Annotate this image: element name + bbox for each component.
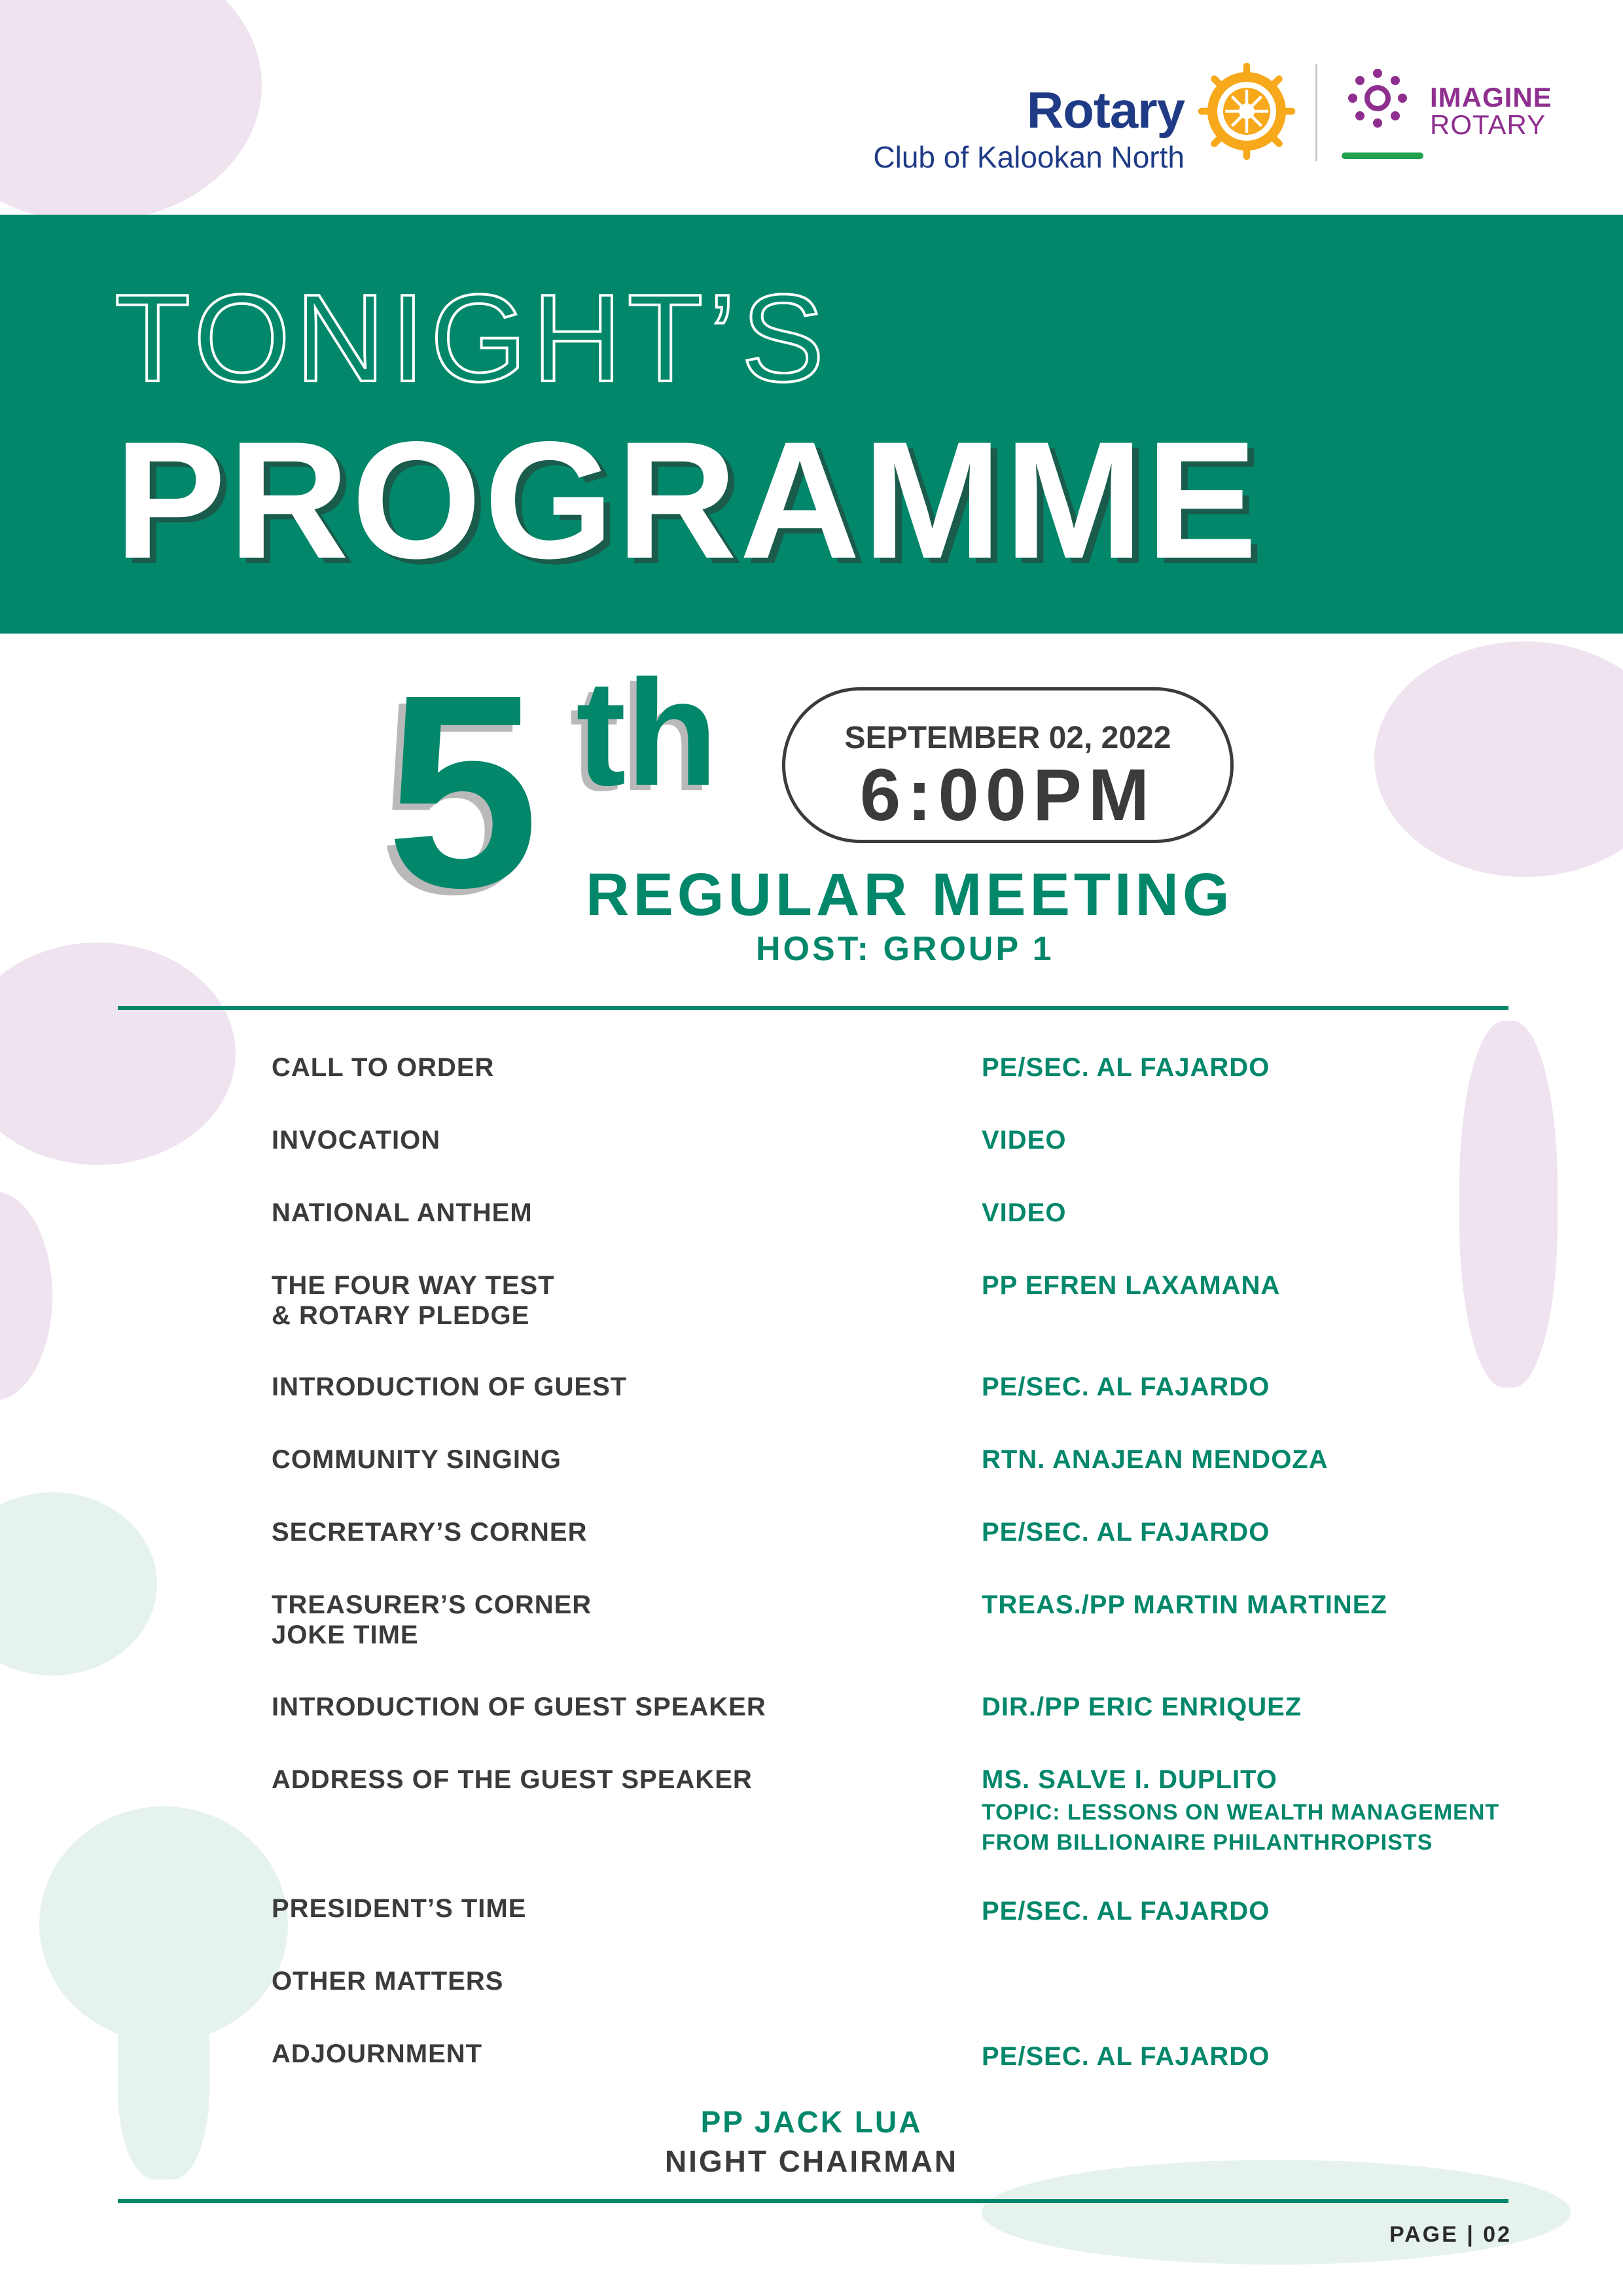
item-person: PP EFREN LAXAMANA <box>982 1271 1281 1300</box>
meeting-title: REGULAR MEETING <box>586 861 1234 928</box>
night-chairman-name: PP JACK LUA <box>700 2105 923 2139</box>
item-label: SECRETARY’S CORNER <box>272 1518 588 1547</box>
item-label: INVOCATION <box>272 1126 441 1155</box>
date-time-badge <box>782 687 1234 843</box>
item-person: PE/SEC. AL FAJARDO <box>982 1518 1270 1547</box>
meeting-number: 5 <box>386 638 539 945</box>
item-label: THE FOUR WAY TEST & ROTARY PLEDGE <box>272 1271 555 1330</box>
speaker-topic: TOPIC: LESSONS ON WEALTH MANAGEMENT FROM BILLIONAIRE PHILANTHROPISTS <box>982 1800 1500 1855</box>
item-person: RTN. ANAJEAN MENDOZA <box>982 1445 1329 1474</box>
item-person: DIR./PP ERIC ENRIQUEZ <box>982 1693 1302 1721</box>
club-name: Club of Kalookan North <box>873 140 1185 174</box>
background-blob <box>1374 641 1623 877</box>
imagine-wordmark: IMAGINE <box>1430 82 1552 113</box>
meeting-number-suffix: th <box>576 649 719 817</box>
meeting-host: HOST: GROUP 1 <box>756 930 1054 968</box>
top-divider <box>118 1006 1508 1010</box>
meeting-time: 6:00PM <box>859 754 1156 836</box>
banner-title: PROGRAMME <box>115 407 1260 594</box>
background-blob <box>0 942 236 1165</box>
logo-divider <box>1315 64 1317 161</box>
item-person: PE/SEC. AL FAJARDO <box>982 1897 1270 1926</box>
imagine-burst-icon <box>1345 65 1410 131</box>
item-label: NATIONAL ANTHEM <box>272 1198 533 1227</box>
imagine-rotary-logo <box>1338 62 1561 167</box>
item-person: PE/SEC. AL FAJARDO <box>982 1372 1270 1401</box>
imagine-rotary-wordmark: ROTARY <box>1430 109 1546 140</box>
item-label: COMMUNITY SINGING <box>272 1445 562 1474</box>
item-person: MS. SALVE I. DUPLITO <box>982 1765 1277 1794</box>
item-person: TREAS./PP MARTIN MARTINEZ <box>982 1590 1387 1619</box>
page-number: PAGE | 02 <box>1389 2222 1512 2247</box>
item-label: ADJOURNMENT <box>272 2039 483 2068</box>
bottom-divider <box>118 2199 1508 2203</box>
item-label: OTHER MATTERS <box>272 1967 504 1996</box>
title-banner <box>0 215 1623 634</box>
item-label: TREASURER’S CORNER JOKE TIME <box>272 1590 592 1649</box>
rotary-club-logo <box>864 62 1296 180</box>
item-label: INTRODUCTION OF GUEST <box>272 1372 628 1401</box>
item-person: PE/SEC. AL FAJARDO <box>982 2042 1270 2071</box>
imagine-underline <box>1342 152 1423 159</box>
item-label: CALL TO ORDER <box>272 1053 495 1082</box>
background-blob <box>0 1191 52 1401</box>
background-blob <box>0 1492 157 1676</box>
background-blob <box>0 0 262 223</box>
rotary-wordmark: Rotary <box>1026 81 1185 139</box>
night-chairman-title: NIGHT CHAIRMAN <box>664 2144 959 2178</box>
item-person: PE/SEC. AL FAJARDO <box>982 1053 1270 1082</box>
item-label: PRESIDENT’S TIME <box>272 1894 527 1923</box>
item-person: VIDEO <box>982 1126 1067 1155</box>
banner-subtitle: TONIGHT’S <box>115 269 830 408</box>
item-label: INTRODUCTION OF GUEST SPEAKER <box>272 1693 766 1721</box>
rotary-wheel-icon <box>1198 62 1296 160</box>
item-person: VIDEO <box>982 1198 1067 1227</box>
item-label: ADDRESS OF THE GUEST SPEAKER <box>272 1765 753 1794</box>
meeting-date: SEPTEMBER 02, 2022 <box>844 721 1171 755</box>
